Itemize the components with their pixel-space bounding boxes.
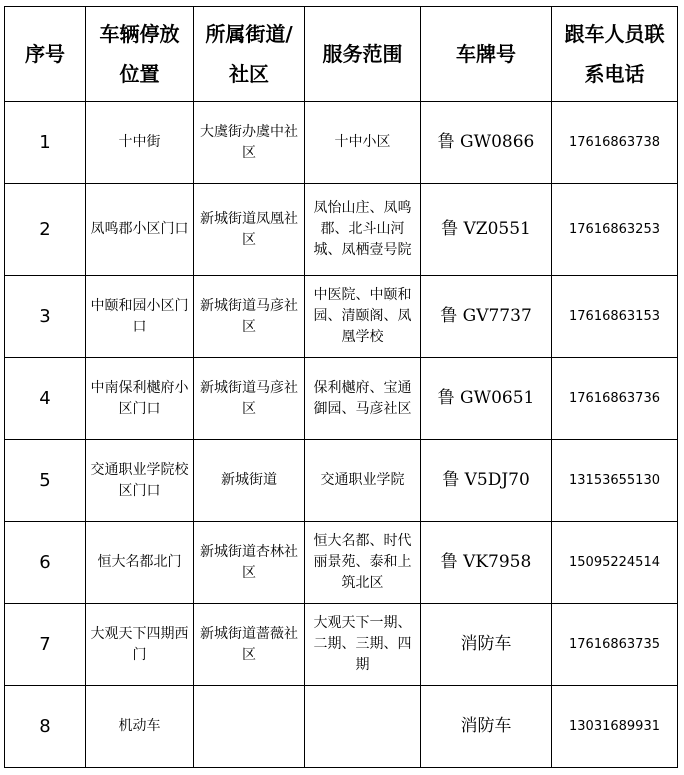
cell-no: 4 — [5, 358, 86, 440]
cell-plate: 鲁 V5DJ70 — [421, 440, 552, 522]
header-plate: 车牌号 — [421, 7, 552, 102]
cell-phone: 17616863736 — [552, 358, 678, 440]
table-row — [5, 440, 678, 522]
cell-location: 中南保利樾府小区门口 — [86, 358, 194, 440]
cell-location: 交通职业学院校区门口 — [86, 440, 194, 522]
cell-phone: 17616863738 — [552, 102, 678, 184]
cell-plate: 消防车 — [421, 686, 552, 768]
table-row — [5, 358, 678, 440]
cell-community: 新城街道 — [194, 440, 305, 522]
cell-no: 5 — [5, 440, 86, 522]
cell-community: 大虞街办虞中社区 — [194, 102, 305, 184]
table-row — [5, 184, 678, 276]
cell-no: 3 — [5, 276, 86, 358]
cell-community — [194, 686, 305, 768]
cell-community: 新城街道马彦社区 — [194, 358, 305, 440]
cell-plate: 鲁 VK7958 — [421, 522, 552, 604]
cell-community: 新城街道杏林社区 — [194, 522, 305, 604]
cell-scope: 大观天下一期、二期、三期、四期 — [305, 604, 421, 686]
cell-scope: 十中小区 — [305, 102, 421, 184]
cell-scope: 恒大名都、时代丽景苑、泰和上筑北区 — [305, 522, 421, 604]
cell-community: 新城街道马彦社区 — [194, 276, 305, 358]
cell-scope: 中医院、中颐和园、清颐阁、凤凰学校 — [305, 276, 421, 358]
cell-phone: 17616863253 — [552, 184, 678, 276]
cell-location: 中颐和园小区门口 — [86, 276, 194, 358]
cell-phone: 17616863153 — [552, 276, 678, 358]
cell-no: 7 — [5, 604, 86, 686]
cell-plate: 消防车 — [421, 604, 552, 686]
cell-location: 凤鸣郡小区门口 — [86, 184, 194, 276]
cell-phone: 13031689931 — [552, 686, 678, 768]
header-phone: 跟车人员联系电话 — [552, 7, 678, 102]
table-row — [5, 102, 678, 184]
cell-no: 1 — [5, 102, 86, 184]
header-location: 车辆停放位置 — [86, 7, 194, 102]
cell-location: 十中街 — [86, 102, 194, 184]
cell-phone: 17616863735 — [552, 604, 678, 686]
cell-phone: 13153655130 — [552, 440, 678, 522]
table-row — [5, 604, 678, 686]
cell-scope — [305, 686, 421, 768]
cell-plate: 鲁 VZ0551 — [421, 184, 552, 276]
cell-no: 6 — [5, 522, 86, 604]
cell-community: 新城街道蔷薇社区 — [194, 604, 305, 686]
cell-location: 恒大名都北门 — [86, 522, 194, 604]
table-header-row — [5, 7, 678, 102]
header-scope: 服务范围 — [305, 7, 421, 102]
cell-phone: 15095224514 — [552, 522, 678, 604]
header-community: 所属街道/社区 — [194, 7, 305, 102]
cell-scope: 交通职业学院 — [305, 440, 421, 522]
header-no: 序号 — [5, 7, 86, 102]
table-row — [5, 686, 678, 768]
vehicle-table — [4, 6, 678, 768]
cell-location: 大观天下四期西门 — [86, 604, 194, 686]
cell-community: 新城街道凤凰社区 — [194, 184, 305, 276]
cell-scope: 凤怡山庄、凤鸣郡、北斗山河城、凤栖壹号院 — [305, 184, 421, 276]
table-row — [5, 522, 678, 604]
cell-scope: 保利樾府、宝通御园、马彦社区 — [305, 358, 421, 440]
table-row — [5, 276, 678, 358]
cell-plate: 鲁 GW0866 — [421, 102, 552, 184]
cell-no: 2 — [5, 184, 86, 276]
cell-plate: 鲁 GW0651 — [421, 358, 552, 440]
cell-plate: 鲁 GV7737 — [421, 276, 552, 358]
cell-no: 8 — [5, 686, 86, 768]
cell-location: 机动车 — [86, 686, 194, 768]
